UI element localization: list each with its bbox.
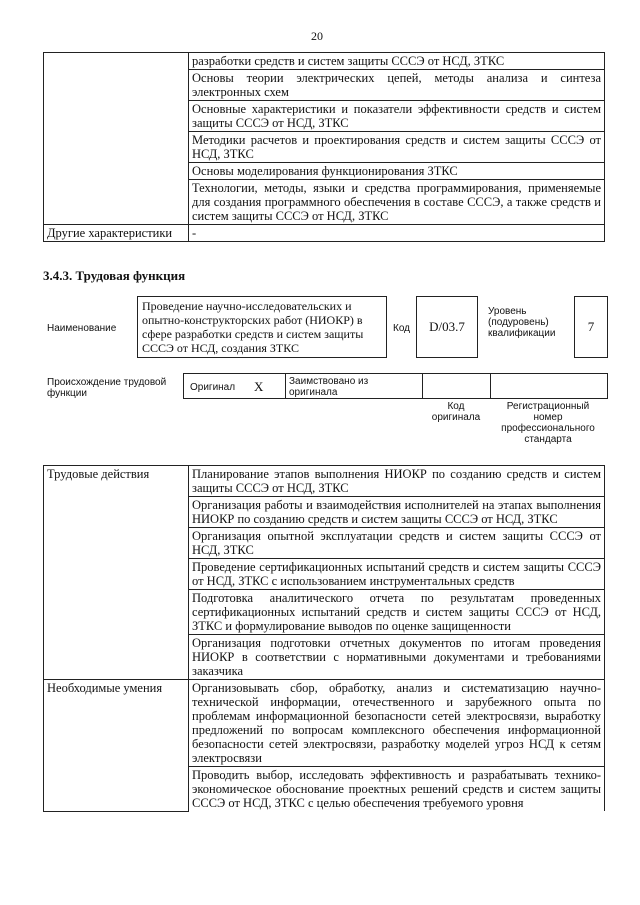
knowledge-item: Методики расчетов и проектирования средств и систем защиты СССЭ от НСД, ЗТКС	[189, 132, 605, 163]
table-row	[44, 680, 605, 767]
knowledge-item: Основы теории электрических цепей, методы анализа и синтеза электронных схем	[189, 70, 605, 101]
action-item: Подготовка аналитического отчета по результатам проведенных сертификационных испытаний средств и систем защиты СССЭ от НСД, ЗТКС и формулирование выводов по оценке защищенности	[189, 590, 605, 635]
skills-label: Необходимые умения	[44, 680, 189, 812]
action-item: Планирование этапов выполнения НИОКР по созданию средств и систем защиты СССЭ от НСД, ЗТКС	[189, 466, 605, 497]
cell-divider	[422, 374, 423, 398]
actions-label: Трудовые действия	[44, 466, 189, 680]
knowledge-item: Основы моделирования функционирования ЗТКС	[189, 163, 605, 180]
knowledge-item: разработки средств и систем защиты СССЭ от НСД, ЗТКС	[189, 53, 605, 70]
level-value: 7	[587, 319, 595, 334]
section-heading: 3.4.3. Трудовая функция	[43, 268, 186, 283]
code-original-caption: Код оригинала	[431, 401, 481, 423]
cell-divider	[285, 374, 286, 398]
borrowed-label: Заимствовано из оригинала	[289, 376, 369, 398]
function-code: D/03.7	[429, 319, 465, 334]
reg-number-caption: Регистрационный номер профессионального стандарта	[501, 401, 595, 445]
table-row	[44, 53, 605, 70]
function-name: Проведение научно-исследовательских и опытно-конструкторских работ (НИОКР) в сфере разработки средств и систем защиты СССЭ от НСД, создания ЗТКС	[142, 299, 364, 355]
other-characteristics-value: -	[189, 225, 605, 242]
action-item: Организация подготовки отчетных документов по итогам проведения НИОКР в соответствии с нормативными документами и требованиями заказчика	[189, 635, 605, 680]
level-label: Уровень (подуровень) квалификации	[488, 306, 556, 339]
action-item: Организация опытной эксплуатации средств и систем защиты СССЭ от НСД, ЗТКС	[189, 528, 605, 559]
name-label: Наименование	[47, 323, 117, 334]
original-label: Оригинал	[190, 382, 236, 393]
action-item: Проведение сертификационных испытаний средств и систем защиты СССЭ от НСД, ЗТКС с использованием инструментальных средств	[189, 559, 605, 590]
skill-item: Проводить выбор, исследовать эффективность и разрабатывать технико-экономическое обоснование проектных решений средств и систем защиты СССЭ от НСД, ЗТКС с целью обеспечения требуемого уровня	[189, 767, 605, 812]
knowledge-table	[43, 52, 605, 242]
table-row	[44, 466, 605, 497]
knowledge-item: Технологии, методы, языки и средства программирования, применяемые для создания программного обеспечения в составе СССЭ, а также средств и систем защиты СССЭ от НСД, ЗТКС	[189, 180, 605, 225]
level-box	[574, 296, 608, 358]
function-name-box	[137, 296, 387, 358]
other-characteristics-label: Другие характеристики	[44, 225, 189, 242]
knowledge-label-cell	[44, 53, 189, 225]
origin-table	[183, 373, 608, 399]
main-table	[43, 465, 605, 812]
skill-item: Организовывать сбор, обработку, анализ и систематизацию научно-технической информации, отечественного и зарубежного опыта по проблемам информационной безопасности сетей электросвязи, выработку предложений по вопросам комплексного обеспечения информационной безопасности сетей электросвязи, разработку моделей угроз НСД к сетям электросвязи	[189, 680, 605, 767]
cell-divider	[490, 374, 491, 398]
original-mark: X	[254, 379, 264, 394]
knowledge-item: Основные характеристики и показатели эффективности средств и систем защиты СССЭ от НСД, ЗТКС	[189, 101, 605, 132]
code-label: Код	[393, 323, 411, 334]
action-item: Организация работы и взаимодействия исполнителей на этапах выполнения НИОКР по созданию средств и систем защиты СССЭ от НСД, ЗТКС	[189, 497, 605, 528]
table-row	[44, 225, 605, 242]
page-number: 20	[311, 29, 323, 43]
function-code-box	[416, 296, 478, 358]
origin-label: Происхождение трудовой функции	[47, 377, 167, 399]
